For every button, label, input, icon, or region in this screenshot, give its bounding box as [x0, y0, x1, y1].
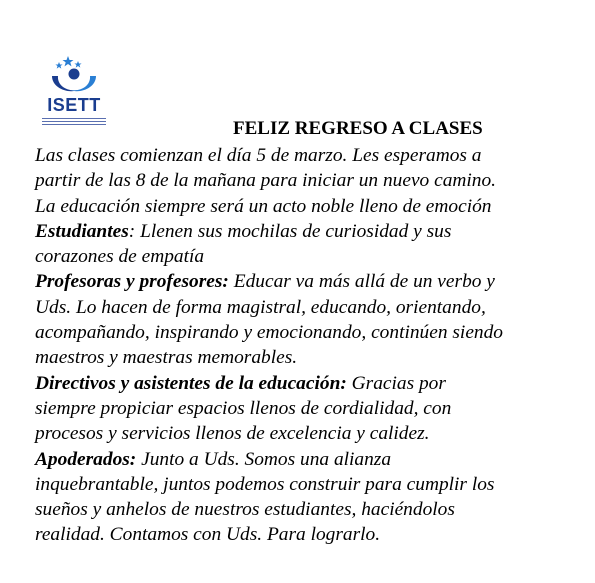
section-lead: Gracias por [346, 372, 446, 394]
intro-line: Las clases comienzan el día 5 de marzo. Les esperamos a [35, 145, 482, 166]
logo-emblem-icon [38, 54, 110, 96]
isett-logo [38, 54, 110, 130]
intro-line: La educación siempre será un acto noble lleno de emoción [35, 195, 492, 217]
section-students [35, 219, 590, 244]
section-line: Uds. Lo hacen de forma magistral, educando, orientando, [35, 296, 486, 318]
section-lead: : Llenen sus mochilas de curiosidad y sus [128, 220, 452, 242]
logo-subtitle-lines [42, 116, 106, 126]
section-heading: Apoderados: [35, 448, 137, 470]
message-body [35, 143, 590, 548]
section-lead: Educar va más allá de un verbo y [228, 271, 495, 293]
section-lead: Junto a Uds. Somos una alianza [136, 448, 392, 470]
section-heading: Profesoras y profesores: [35, 271, 229, 293]
section-heading: Directivos y asistentes de la educación: [35, 372, 347, 394]
logo-text: ISETT [47, 95, 101, 115]
section-line: procesos y servicios llenos de excelencia y calidez. [35, 423, 430, 445]
section-line: inquebrantable, juntos podemos construir para cumplir los [35, 473, 495, 495]
section-line: realidad. Contamos con Uds. Para lograrlo. [35, 524, 381, 546]
section-guardians [35, 447, 590, 472]
section-teachers [35, 269, 590, 294]
page-title: FELIZ REGRESO A CLASES [233, 118, 483, 139]
section-heading: Estudiantes [35, 220, 129, 242]
intro-line: partir de las 8 de la mañana para iniciar un nuevo camino. [35, 170, 497, 192]
section-line: acompañando, inspirando y emocionando, continúen siendo [35, 322, 504, 344]
section-directors [35, 371, 590, 396]
section-line: maestros y maestras memorables. [35, 347, 298, 369]
section-line: siempre propiciar espacios llenos de cordialidad, con [35, 397, 452, 419]
section-line: corazones de empatía [35, 246, 205, 268]
section-line: sueños y anhelos de nuestros estudiantes, haciéndolos [35, 499, 455, 521]
